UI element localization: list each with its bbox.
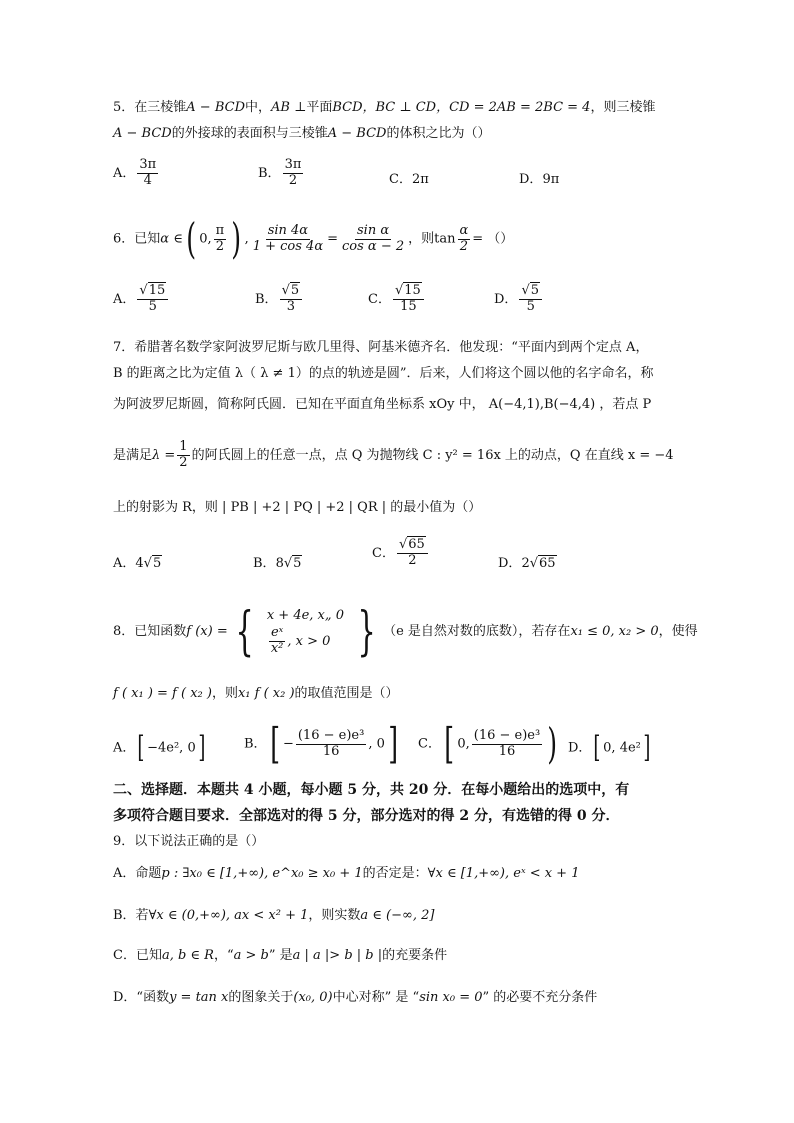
sqrt: √5 bbox=[281, 283, 300, 298]
q8-math: f ( x₁ ) = f ( x₂ ) bbox=[113, 686, 212, 701]
q5-text: ，则三棱锥 bbox=[590, 100, 656, 115]
left-bracket: [ bbox=[444, 719, 455, 768]
q8-line1 bbox=[113, 598, 698, 666]
numerator bbox=[397, 538, 428, 554]
q5-math: BCD，BC ⊥ CD，CD = 2AB = 2BC = 4 bbox=[332, 100, 591, 115]
q8-option-b[interactable] bbox=[244, 719, 401, 768]
q6-text: 6．已知 bbox=[113, 231, 161, 247]
numerator: (16 − e)e³ bbox=[297, 727, 365, 743]
option-label: B． bbox=[253, 556, 276, 571]
q8-line2 bbox=[113, 684, 399, 704]
fraction bbox=[214, 224, 227, 255]
radicand: 5 bbox=[530, 283, 540, 298]
q8-text: 8．已知函数 bbox=[113, 624, 187, 639]
fraction bbox=[283, 158, 304, 189]
q8-option-d[interactable] bbox=[568, 730, 653, 765]
option-label: A． bbox=[113, 165, 136, 181]
q5-line1 bbox=[113, 98, 655, 118]
fraction bbox=[472, 729, 542, 760]
q5-line2 bbox=[113, 124, 490, 144]
q6-text: = （） bbox=[472, 231, 514, 247]
radicand: 15 bbox=[404, 283, 421, 298]
q6-option-a[interactable] bbox=[113, 284, 170, 315]
q7-line5: 上的射影为 R，则 | PB | +2 | PQ | +2 | QR | 的最小值为（） bbox=[113, 500, 482, 515]
left-brace: { bbox=[235, 601, 254, 662]
q5-text: 平面 bbox=[306, 100, 333, 115]
numerator: 3π bbox=[284, 157, 302, 172]
q9-math: ∀x ∈ (0,+∞), ax < x² + 1 bbox=[148, 908, 309, 923]
sqrt: √65 bbox=[398, 537, 425, 552]
section2-line1: 二、选择题．本题共 4 小题，每小题 5 分，共 20 分．在每小题给出的选项中，有 bbox=[113, 782, 630, 798]
q5-option-c[interactable] bbox=[389, 168, 429, 187]
q6-option-d[interactable] bbox=[494, 284, 544, 315]
fraction bbox=[269, 626, 286, 657]
denominator: 16 bbox=[498, 743, 516, 759]
q5-text: 的体积之比为（） bbox=[386, 126, 491, 141]
denominator: 5 bbox=[148, 298, 157, 314]
right-paren: ) bbox=[231, 214, 242, 263]
option-label: D． bbox=[498, 556, 522, 571]
q8-text: 的取值范围是（） bbox=[294, 686, 399, 701]
denominator: 3 bbox=[286, 298, 295, 314]
fraction bbox=[519, 284, 542, 315]
denominator: cos α − 2 bbox=[342, 238, 405, 254]
q6-math: 0, bbox=[199, 231, 212, 247]
fraction bbox=[177, 440, 189, 471]
q6-option-b[interactable] bbox=[255, 284, 304, 315]
q6-math: tan bbox=[434, 231, 456, 247]
radicand: 65 bbox=[539, 556, 556, 571]
q8-option-a[interactable] bbox=[113, 730, 207, 765]
q7-text: 是满足 bbox=[113, 448, 153, 463]
q9-text: ” 的必要不充分条件 bbox=[482, 990, 598, 1005]
piecewise-rows bbox=[261, 606, 350, 656]
denominator: 2 bbox=[179, 455, 188, 470]
q6-math: α ∈ bbox=[160, 231, 183, 247]
q5-option-a[interactable] bbox=[113, 158, 160, 189]
q9-text: B．若 bbox=[113, 908, 149, 923]
q9-text: ，则实数 bbox=[308, 908, 361, 923]
q9-text: 中心对称” 是 “ bbox=[332, 990, 420, 1005]
denominator: 2 bbox=[459, 238, 469, 254]
q9-option-c[interactable] bbox=[113, 946, 447, 966]
q9-text: C．已知 bbox=[113, 948, 162, 963]
q7-line4 bbox=[113, 438, 674, 474]
q9-text: 的充要条件 bbox=[382, 948, 448, 963]
q8-option-c[interactable] bbox=[418, 719, 561, 768]
option-label: B． bbox=[258, 165, 281, 181]
option-prefix: − bbox=[282, 736, 294, 752]
numerator: 3π bbox=[139, 157, 157, 172]
denominator: 1 + cos 4α bbox=[252, 238, 324, 254]
q7-option-d[interactable] bbox=[498, 552, 557, 571]
right-bracket: ] bbox=[198, 730, 206, 765]
option-label: A． bbox=[113, 556, 136, 571]
left-paren: ( bbox=[186, 214, 196, 263]
denominator: 2 bbox=[408, 552, 417, 568]
q5-option-d[interactable] bbox=[519, 168, 559, 187]
q7-line1: 7．希腊著名数学家阿波罗尼斯与欧几里得、阿基米德齐名．他发现：“平面内到两个定点 A， bbox=[113, 340, 649, 355]
option-value: −4e², 0 bbox=[147, 740, 196, 756]
option-label: D． bbox=[494, 291, 518, 307]
option-label: A． bbox=[113, 740, 136, 756]
q7-option-b[interactable] bbox=[253, 552, 302, 571]
fraction bbox=[137, 284, 168, 315]
numerator: π bbox=[215, 222, 225, 238]
numerator bbox=[280, 284, 303, 300]
sqrt: √5 bbox=[283, 556, 302, 571]
denominator: 4 bbox=[143, 172, 152, 188]
sqrt: √15 bbox=[139, 283, 166, 298]
q6-text: ，则 bbox=[408, 231, 435, 247]
q8-math: f (x) = bbox=[186, 624, 228, 639]
q9-text: ，“ bbox=[213, 948, 234, 963]
piecewise-function bbox=[228, 601, 383, 662]
q9-text: ” 是 bbox=[268, 948, 293, 963]
coefficient: 4 bbox=[135, 556, 144, 571]
q9-math: ∀x ∈ [1,+∞), eˣ < x + 1 bbox=[427, 866, 580, 881]
left-bracket: [ bbox=[593, 730, 601, 765]
right-bracket: ] bbox=[643, 730, 651, 765]
option-label: C． bbox=[418, 736, 441, 752]
numerator: eˣ bbox=[270, 624, 284, 640]
section2-line2: 多项符合题目要求．全部选对的得 5 分，部分选对的得 2 分，有选错的得 0 分． bbox=[113, 808, 620, 824]
option-value: 0, 4e² bbox=[603, 740, 641, 756]
fraction bbox=[393, 284, 424, 315]
sqrt: √65 bbox=[529, 556, 556, 571]
q9-math: a > b bbox=[233, 948, 269, 963]
option-suffix: , 0 bbox=[368, 736, 385, 752]
option-label: A． bbox=[113, 291, 136, 307]
numerator bbox=[393, 284, 424, 300]
q9-math: y = tan x bbox=[169, 990, 229, 1005]
q9-text: A．命题 bbox=[113, 866, 162, 881]
right-bracket: ] bbox=[388, 719, 398, 768]
denominator: 15 bbox=[400, 298, 417, 314]
q9-option-b[interactable] bbox=[113, 906, 434, 926]
q7-option-a[interactable] bbox=[113, 552, 162, 571]
q9-text: 的否定是： bbox=[362, 866, 428, 881]
q5-math: A − BCD bbox=[186, 100, 245, 115]
q6-line: 6．已知α ∈( 0, $\frac{\pi}{2}$ ) , $\frac{\sin 4\alpha}{1 + \cos 4\alpha}$ = $\frac{\text{sin α}}{\text{cos α − 2}}$ ，则tan $\frac{\alpha}{2}$ = （） bbox=[113, 214, 514, 263]
q6-option-c[interactable] bbox=[368, 284, 426, 315]
q5-text: 中， bbox=[245, 100, 272, 115]
piece-condition: , x > 0 bbox=[287, 633, 331, 649]
numerator: 1 bbox=[179, 439, 188, 455]
q7-math: λ = bbox=[152, 448, 176, 463]
coefficient: 2 bbox=[521, 556, 530, 571]
sqrt: √5 bbox=[521, 283, 540, 298]
option-value: 2π bbox=[411, 172, 429, 187]
fraction bbox=[296, 729, 366, 760]
q8-math: x₁ f ( x₂ ) bbox=[237, 686, 295, 701]
fraction bbox=[137, 158, 158, 189]
sqrt: √15 bbox=[394, 283, 421, 298]
q5-option-b[interactable] bbox=[258, 158, 305, 189]
numerator: α bbox=[459, 222, 469, 238]
option-label: B． bbox=[244, 736, 267, 752]
q8-text: ，则 bbox=[211, 686, 238, 701]
q9-text: D．“函数 bbox=[113, 990, 170, 1005]
coefficient: 8 bbox=[275, 556, 284, 571]
piece-row bbox=[267, 626, 344, 657]
left-bracket: [ bbox=[269, 719, 280, 768]
option-prefix: 0, bbox=[457, 736, 470, 752]
numerator bbox=[137, 284, 168, 300]
numerator: sin 4α bbox=[267, 222, 309, 238]
q9-stem: 9．以下说法正确的是（） bbox=[113, 834, 265, 849]
denominator: 5 bbox=[526, 298, 535, 314]
q9-math: a ∈ (−∞, 2] bbox=[360, 908, 435, 923]
left-bracket: [ bbox=[137, 730, 145, 765]
numerator bbox=[519, 284, 542, 300]
right-brace: } bbox=[357, 601, 376, 662]
q5-math: A − BCD bbox=[113, 126, 172, 141]
q5-math: AB ⊥ bbox=[271, 100, 307, 115]
sqrt: √5 bbox=[143, 556, 162, 571]
equals: = bbox=[327, 231, 338, 247]
q5-math: A − BCD bbox=[327, 126, 387, 141]
q9-math: a, b ∈ R bbox=[161, 948, 214, 963]
q9-math: p : ∃x₀ ∈ [1,+∞), e^x₀ ≥ x₀ + 1 bbox=[161, 866, 363, 881]
radicand: 5 bbox=[152, 556, 162, 571]
option-label: C． bbox=[389, 172, 412, 187]
q5-text: 的外接球的表面积与三棱锥 bbox=[171, 126, 328, 141]
numerator: sin α bbox=[357, 222, 390, 238]
fraction bbox=[458, 224, 471, 255]
q8-text: （e 是自然对数的底数），若存在 bbox=[383, 624, 571, 639]
radicand: 65 bbox=[408, 537, 425, 552]
fraction bbox=[251, 224, 325, 255]
radicand: 5 bbox=[290, 283, 300, 298]
q7-line3: 为阿波罗尼斯圆，简称阿氏圆．已知在平面直角坐标系 xOy 中， A(−4,1),B(−4,4) ，若点 P bbox=[113, 397, 652, 412]
q7-line2: B 的距离之比为定值 λ（ λ ≠ 1）的点的轨迹是圆”．后来，人们将这个圆以他的名字命名，称 bbox=[113, 366, 654, 381]
option-label: D． bbox=[519, 172, 543, 187]
option-label: C． bbox=[368, 291, 391, 307]
q9-text: 的图象关于 bbox=[228, 990, 294, 1005]
q8-text: ，使得 bbox=[658, 624, 698, 639]
q9-math: a | a |> b | b | bbox=[292, 948, 383, 963]
right-bracket: ) bbox=[547, 719, 558, 768]
option-label: C． bbox=[372, 545, 395, 561]
fraction bbox=[340, 224, 406, 255]
radicand: 5 bbox=[293, 556, 302, 571]
option-value: 9π bbox=[542, 172, 560, 187]
q8-math: x₁ ≤ 0, x₂ > 0 bbox=[570, 624, 659, 639]
q9-option-a[interactable] bbox=[113, 864, 579, 884]
denominator: x² bbox=[270, 640, 284, 656]
q7-option-c[interactable] bbox=[372, 538, 430, 569]
q5-text: 5．在三棱锥 bbox=[113, 100, 187, 115]
numerator: (16 − e)e³ bbox=[473, 727, 541, 743]
denominator: 2 bbox=[288, 172, 298, 188]
q9-option-d[interactable] bbox=[113, 988, 597, 1008]
q7-text: 的阿氏圆上的任意一点，点 Q 为抛物线 C : y² = 16x 上的动点，Q 在直线 x = −4 bbox=[191, 448, 674, 463]
denominator: 16 bbox=[322, 743, 340, 759]
q9-math: sin x₀ = 0 bbox=[419, 990, 483, 1005]
denominator: 2 bbox=[215, 238, 225, 254]
q9-math: (x₀, 0) bbox=[293, 990, 333, 1005]
option-label: D． bbox=[568, 740, 592, 756]
option-label: B． bbox=[255, 291, 278, 307]
piece-row: x + 4e, x„ 0 bbox=[266, 608, 345, 624]
fraction bbox=[280, 284, 303, 315]
fraction bbox=[397, 538, 428, 569]
radicand: 15 bbox=[148, 283, 166, 298]
